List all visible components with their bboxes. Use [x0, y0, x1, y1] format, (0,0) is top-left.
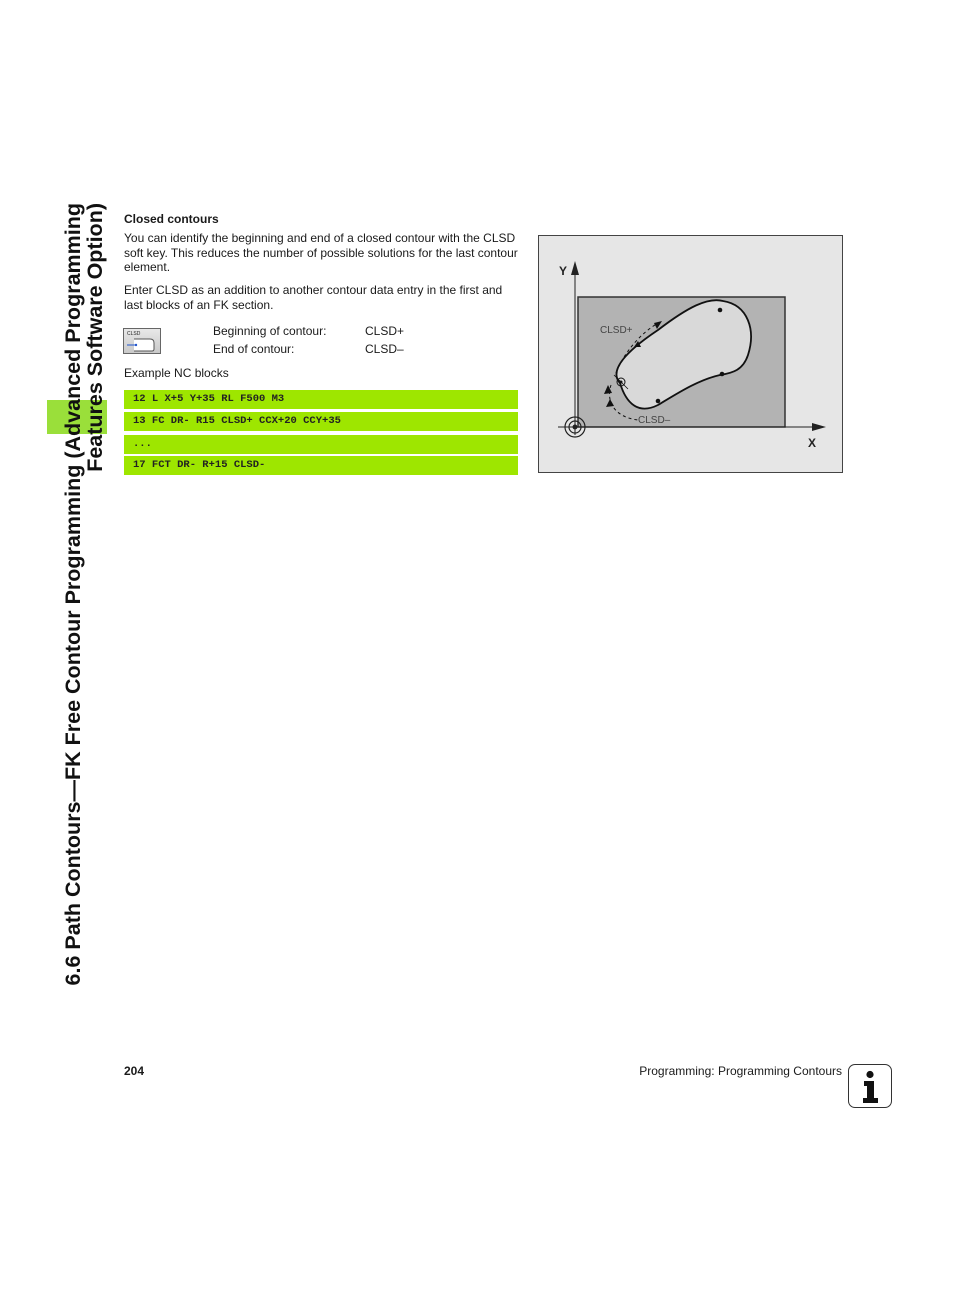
softkey-clsd-icon: [123, 328, 161, 354]
nc-block: 12 L X+5 Y+35 RL F500 M3: [124, 390, 518, 409]
end-contour-value: CLSD–: [365, 342, 404, 356]
end-contour-label: End of contour:: [213, 342, 295, 356]
paragraph-usage: Enter CLSD as an addition to another contour data entry in the first and last blocks of an FK section.: [124, 283, 503, 312]
page-number: 204: [124, 1064, 145, 1078]
info-icon: [848, 1064, 892, 1108]
contour-diagram: [538, 235, 843, 473]
label-clsd-plus: CLSD+: [600, 325, 633, 336]
example-label: Example NC blocks: [124, 366, 229, 380]
nc-block: ...: [124, 435, 518, 454]
nc-block: 13 FC DR- R15 CLSD+ CCX+20 CCY+35: [124, 412, 518, 431]
begin-contour-value: CLSD+: [365, 324, 405, 338]
contour-figure: [538, 235, 843, 473]
side-chapter-title: [62, 203, 106, 1043]
nc-block: 17 FCT DR- R+15 CLSD-: [124, 456, 518, 475]
axis-x-label: X: [808, 436, 817, 450]
section-heading: Closed contours: [124, 212, 219, 226]
footer-chapter: Programming: Programming Contours: [639, 1064, 842, 1078]
softkey-label: CLSD: [127, 331, 141, 337]
paragraph-intro: You can identify the beginning and end of a closed contour with the CLSD soft key. This reduces the number of possible solutions for the last contour element.: [124, 231, 518, 274]
axis-y-label: Y: [559, 264, 568, 278]
clsd-contour-icon: [124, 329, 162, 355]
begin-contour-label: Beginning of contour:: [213, 324, 327, 338]
side-title-line1: 6.6 Path Contours—FK Free Contour Programming (Advanced Programming: [61, 203, 85, 986]
label-clsd-minus: CLSD–: [638, 415, 671, 426]
side-title-line2: Features Software Option): [83, 203, 107, 472]
